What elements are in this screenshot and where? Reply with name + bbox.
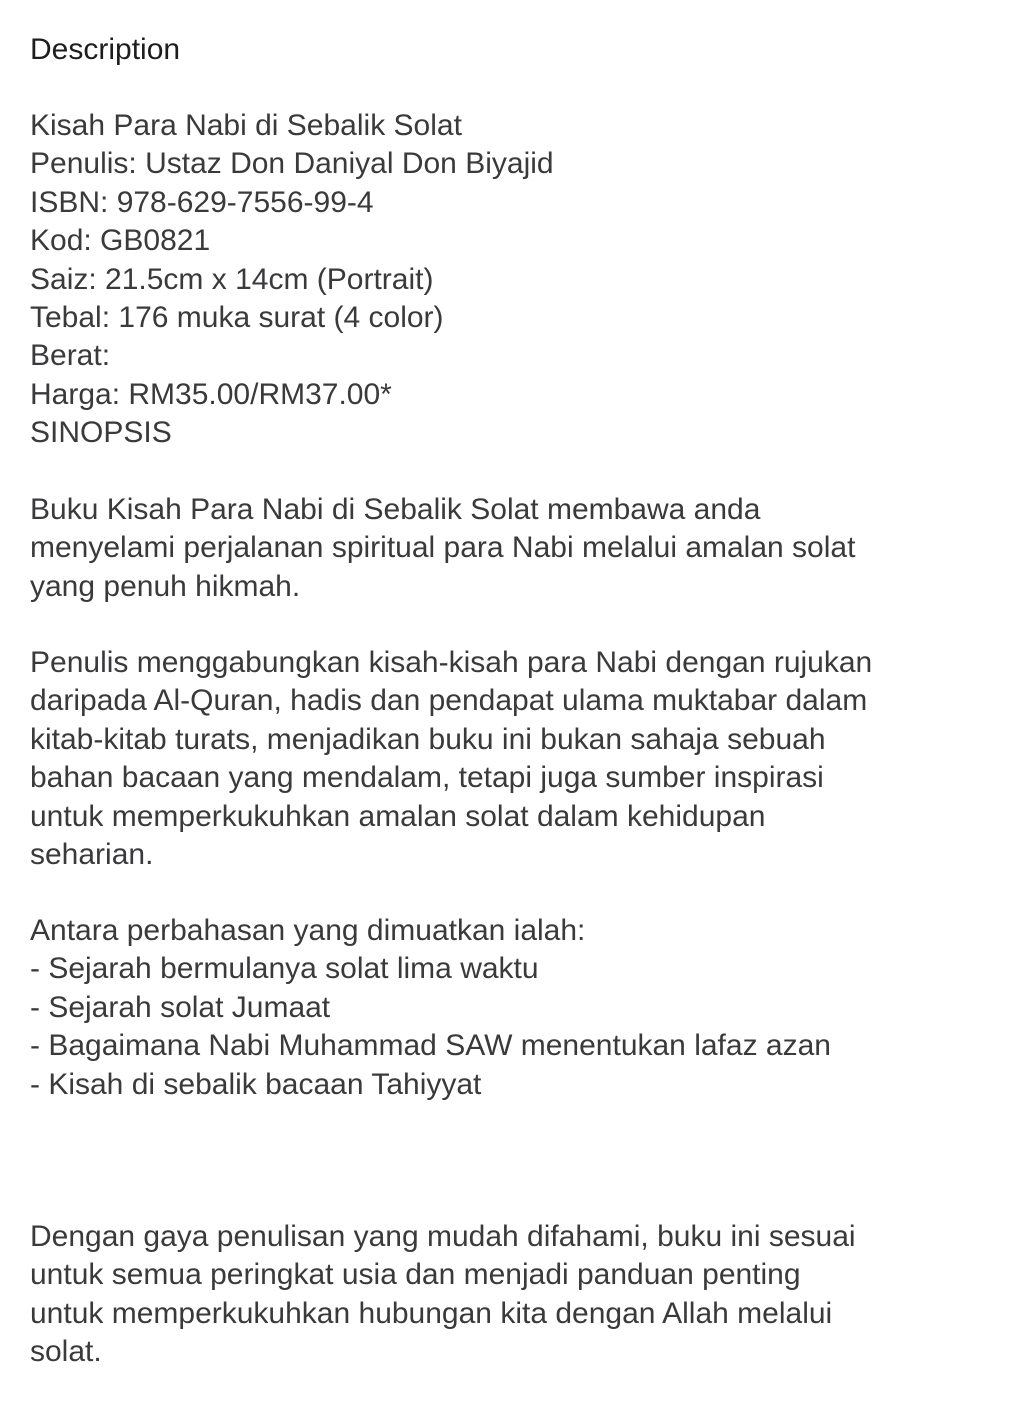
paragraph-line: Buku Kisah Para Nabi di Sebalik Solat membawa anda <box>30 493 761 526</box>
topics-heading: Antara perbahasan yang dimuatkan ialah: <box>30 914 586 947</box>
topic-item: - Sejarah solat Jumaat <box>30 990 331 1024</box>
paragraph-line: untuk semua peringkat usia dan menjadi panduan penting <box>30 1258 801 1292</box>
code-line: Kod: GB0821 <box>30 224 211 258</box>
paragraph-line: Dengan gaya penulisan yang mudah difahami, buku ini sesuai <box>30 1220 856 1253</box>
price-line: Harga: RM35.00/RM37.00* <box>30 377 392 411</box>
paragraph-line: seharian. <box>30 837 154 871</box>
synopsis-intro-paragraph <box>30 491 994 606</box>
topic-item: - Bagaimana Nabi Muhammad SAW menentukan lafaz azan <box>30 1029 831 1063</box>
size-line: Saiz: 21.5cm x 14cm (Portrait) <box>30 262 434 296</box>
isbn-line: ISBN: 978-629-7556-99-4 <box>30 185 374 219</box>
pages-line: Tebal: 176 muka surat (4 color) <box>30 300 444 334</box>
paragraph-line: solat. <box>30 1335 102 1369</box>
paragraph-line: untuk memperkukuhkan amalan solat dalam kehidupan <box>30 799 766 833</box>
synopsis-detail-paragraph <box>30 644 994 874</box>
paragraph-line: kitab-kitab turats, menjadikan buku ini bukan sahaja sebuah <box>30 722 826 756</box>
paragraph-line: menyelami perjalanan spiritual para Nabi melalui amalan solat <box>30 531 856 565</box>
topics-list <box>30 912 994 1104</box>
topic-item: - Sejarah bermulanya solat lima waktu <box>30 952 539 986</box>
author-line: Penulis: Ustaz Don Daniyal Don Biyajid <box>30 147 554 181</box>
synopsis-label: SINOPSIS <box>30 416 172 450</box>
description-heading: Description <box>30 33 181 66</box>
book-details <box>30 107 994 453</box>
paragraph-line: yang penuh hikmah. <box>30 569 301 603</box>
paragraph-line: bahan bacaan yang mendalam, tetapi juga sumber inspirasi <box>30 761 824 795</box>
weight-line: Berat: <box>30 339 111 373</box>
paragraph-line: daripada Al-Quran, hadis dan pendapat ulama muktabar dalam <box>30 684 868 718</box>
topic-item: - Kisah di sebalik bacaan Tahiyyat <box>30 1067 482 1101</box>
paragraph-line: untuk memperkukuhkan hubungan kita dengan Allah melalui <box>30 1296 833 1330</box>
paragraph-line: Penulis menggabungkan kisah-kisah para Nabi dengan rujukan <box>30 646 873 679</box>
book-title-line: Kisah Para Nabi di Sebalik Solat <box>30 109 462 142</box>
closing-paragraph <box>30 1218 994 1372</box>
